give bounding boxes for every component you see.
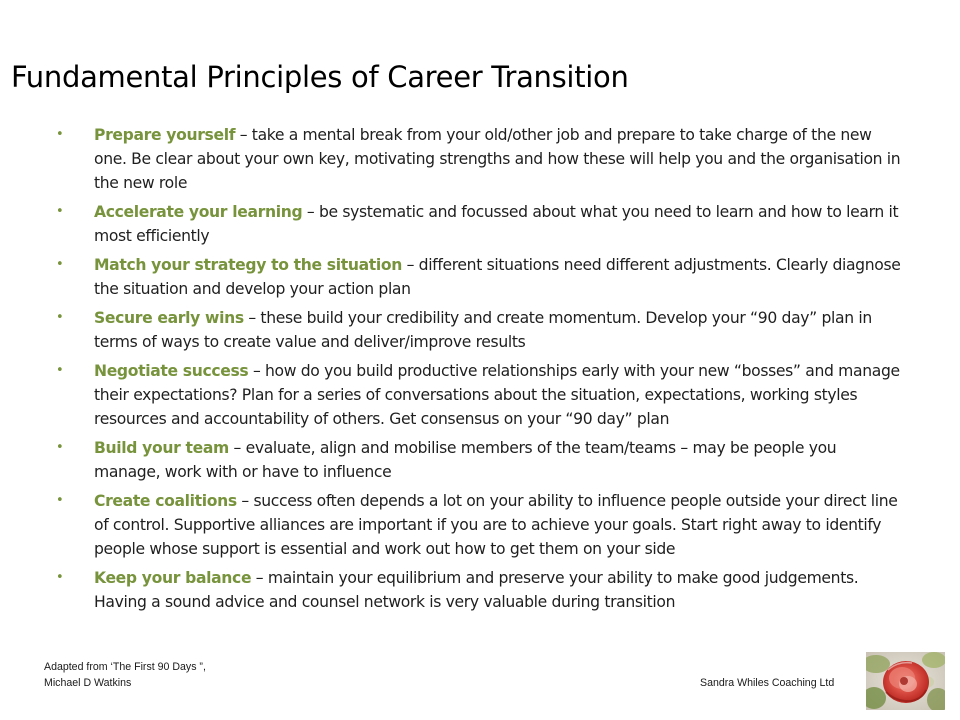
list-item xyxy=(56,489,906,562)
source-author: Michael D Watkins xyxy=(44,677,132,689)
principle-description: – maintain your equilibrium and preserve your ability to make good judgements. Having a sound advice and counsel network is very valuable during transition xyxy=(94,568,859,612)
principle-heading: Keep your balance xyxy=(94,568,252,587)
company-name: Sandra Whiles Coaching Ltd xyxy=(700,677,835,689)
principle-description: – different situations need different adjustments. Clearly diagnose the situation and develop your action plan xyxy=(94,256,901,299)
list-item xyxy=(56,253,906,301)
bullet-icon: • xyxy=(56,362,64,378)
principle-description: – success often depends a lot on your ability to influence people outside your direct line of control. Supportive alliances are important if you are to achieve your goals. Start right away to identify people whose support is essential and work out how to get them on your side xyxy=(94,491,898,559)
principle-description: – take a mental break from your old/other job and prepare to take charge of the new one. Be clear about your own key, motivating strengths and how these will help you and the organisation in the new role xyxy=(94,126,901,193)
list-item xyxy=(56,359,906,432)
list-item xyxy=(56,200,906,248)
principle-description: – be systematic and focussed about what you need to learn and how to learn it most efficiently xyxy=(94,203,899,246)
list-item xyxy=(56,306,906,354)
source-citation xyxy=(44,659,206,691)
bullet-icon: • xyxy=(56,204,64,220)
bullet-icon: • xyxy=(56,492,64,508)
principle-description: – evaluate, align and mobilise members of the team/teams – may be people you manage, work with or have to influence xyxy=(94,438,837,482)
principles-list xyxy=(56,123,906,619)
bullet-icon: • xyxy=(56,569,64,585)
principle-heading: Accelerate your learning xyxy=(94,203,303,222)
principle-heading: Negotiate success xyxy=(94,361,249,380)
principle-heading: Secure early wins xyxy=(94,308,244,327)
bullet-icon: • xyxy=(56,127,64,142)
principle-description: – these build your credibility and create momentum. Develop your “90 day” plan in terms of ways to create value and deliver/improve results xyxy=(94,308,872,352)
list-item xyxy=(56,436,906,484)
principle-heading: Prepare yourself xyxy=(94,126,236,144)
source-title: Adapted from ‘The First 90 Days ”, xyxy=(44,661,206,673)
rose-flower-icon xyxy=(866,652,945,710)
page-title: Fundamental Principles of Career Transition xyxy=(11,60,629,95)
principle-heading: Match your strategy to the situation xyxy=(94,256,402,275)
bullet-icon: • xyxy=(56,439,64,455)
principle-heading: Create coalitions xyxy=(94,491,237,510)
list-item xyxy=(56,566,906,614)
bullet-icon: • xyxy=(56,257,64,273)
principle-heading: Build your team xyxy=(94,438,229,457)
bullet-icon: • xyxy=(56,309,64,325)
list-item xyxy=(56,123,906,196)
principle-description: – how do you build productive relationships early with your new “bosses” and manage their expectations? Plan for a series of conversations about the situation, expectations, working styles resources and accountability of others. Get consensus on your “90 day” plan xyxy=(94,361,900,429)
